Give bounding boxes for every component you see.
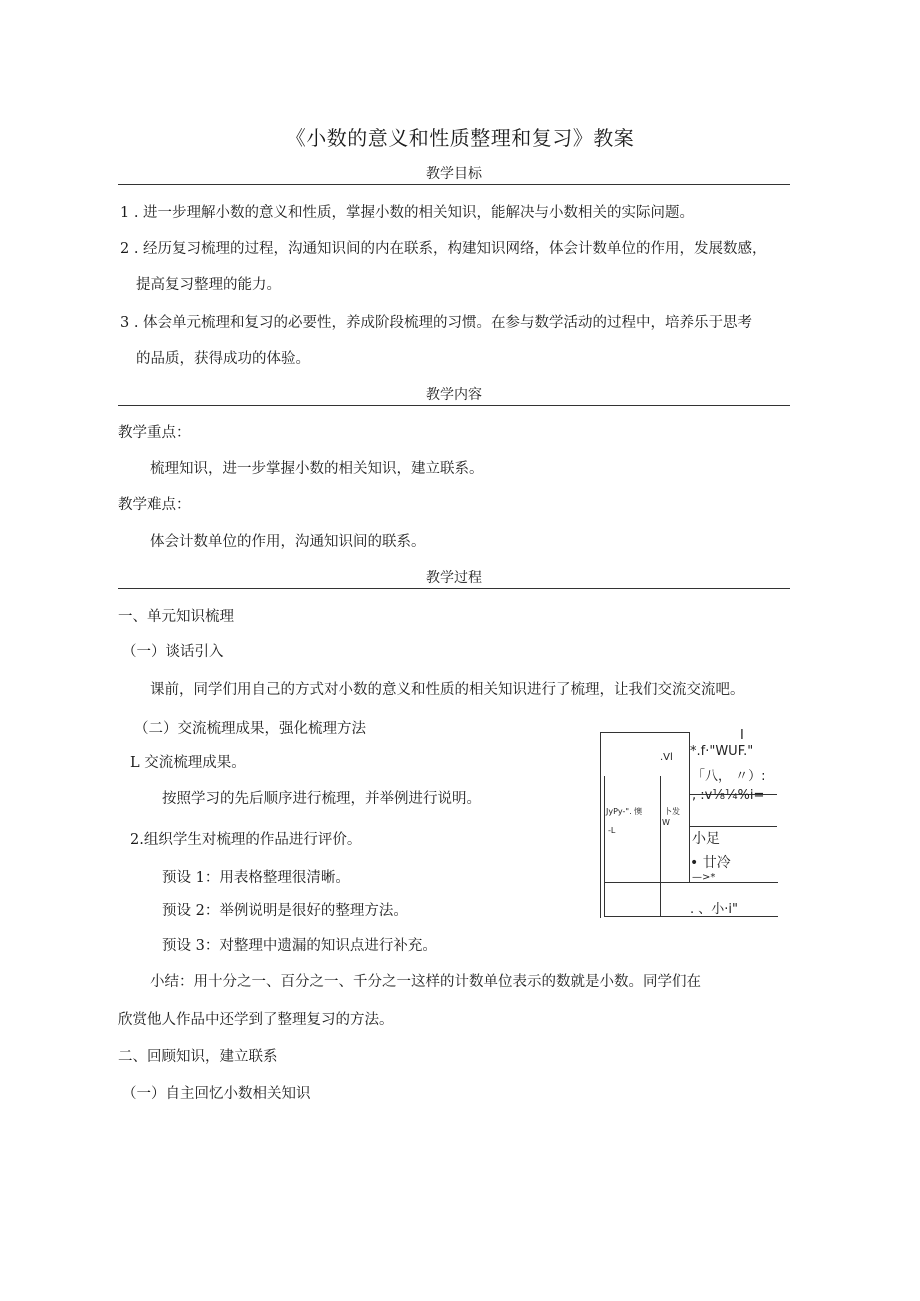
diagram-label: -L: [608, 826, 616, 835]
difficulty-label: 教学难点：: [118, 497, 191, 513]
student-work-diagram: [600, 728, 778, 918]
part-heading: 一、单元知识梳理: [118, 609, 234, 625]
diagram-label: . 、小·i": [690, 902, 738, 917]
list-item: L 交流梳理成果。: [130, 755, 246, 771]
diagram-line: [600, 732, 689, 733]
preset-item: 预设 2：举例说明是很好的整理方法。: [162, 903, 408, 919]
subsection-heading: （一）谈话引入: [122, 644, 224, 660]
diagram-line: [660, 776, 661, 916]
section-heading-content: 教学内容: [426, 387, 482, 403]
diagram-label: —>*: [692, 872, 716, 883]
goal-1: 1 . 进一步理解小数的意义和性质，掌握小数的相关知识，能解决与小数相关的实际问题。: [120, 205, 695, 221]
difficulty-text: 体会计数单位的作用，沟通知识间的联系。: [150, 534, 426, 550]
diagram-line: [604, 776, 605, 916]
diagram-label: • 廿冷: [690, 855, 731, 871]
summary-text: 小结：用十分之一、百分之一、千分之一这样的计数单位表示的数就是小数。同学们在: [150, 974, 701, 990]
diagram-label: 「八， 〃）:: [692, 769, 766, 784]
section-divider: [118, 588, 790, 589]
document-title: 《小数的意义和性质整理和复习》教案: [285, 126, 635, 150]
key-point-label: 教学重点：: [118, 425, 191, 441]
diagram-label: , :v⅛¼%i=: [692, 788, 765, 803]
paragraph: 按照学习的先后顺序进行梳理，并举例进行说明。: [162, 791, 481, 807]
goal-3-cont: 的品质，获得成功的体验。: [136, 351, 310, 367]
key-point-text: 梳理知识，进一步掌握小数的相关知识，建立联系。: [150, 461, 484, 477]
diagram-label: 卜发: [664, 807, 680, 816]
diagram-label: W: [662, 818, 670, 827]
goal-3: 3 . 体会单元梳理和复习的必要性，养成阶段梳理的习惯。在参与数学活动的过程中，培养乐于思考: [120, 315, 753, 331]
diagram-label: *.f·"WUF.": [690, 744, 754, 759]
diagram-label: JyPy-". 懊: [606, 807, 643, 816]
subsection-heading: （二）交流梳理成果，强化梳理方法: [134, 721, 366, 737]
diagram-label: .Vl: [660, 752, 673, 763]
goal-2: 2 . 经历复习梳理的过程，沟通知识间的内在联系，构建知识网络，体会计数单位的作用，发展数感，: [120, 241, 767, 257]
diagram-line: [689, 826, 777, 827]
goal-2-cont: 提高复习整理的能力。: [136, 277, 281, 293]
summary-text-cont: 欣赏他人作品中还学到了整理复习的方法。: [118, 1012, 394, 1028]
preset-item: 预设 1：用表格整理很清晰。: [162, 870, 350, 886]
diagram-label: I: [740, 728, 744, 743]
diagram-line: [604, 882, 778, 883]
diagram-label: 小足: [692, 831, 720, 847]
section-heading-process: 教学过程: [426, 570, 482, 586]
list-item: 2.组织学生对梳理的作品进行评价。: [130, 832, 362, 848]
part-heading: 二、回顾知识，建立联系: [118, 1049, 278, 1065]
section-heading-goals: 教学目标: [426, 166, 482, 182]
section-divider: [118, 405, 790, 406]
section-divider: [118, 184, 790, 185]
subsection-heading: （一）自主回忆小数相关知识: [122, 1086, 311, 1102]
preset-item: 预设 3：对整理中遗漏的知识点进行补充。: [162, 938, 437, 954]
diagram-line: [600, 732, 601, 918]
paragraph: 课前，同学们用自己的方式对小数的意义和性质的相关知识进行了梳理，让我们交流交流吧。: [150, 682, 745, 698]
